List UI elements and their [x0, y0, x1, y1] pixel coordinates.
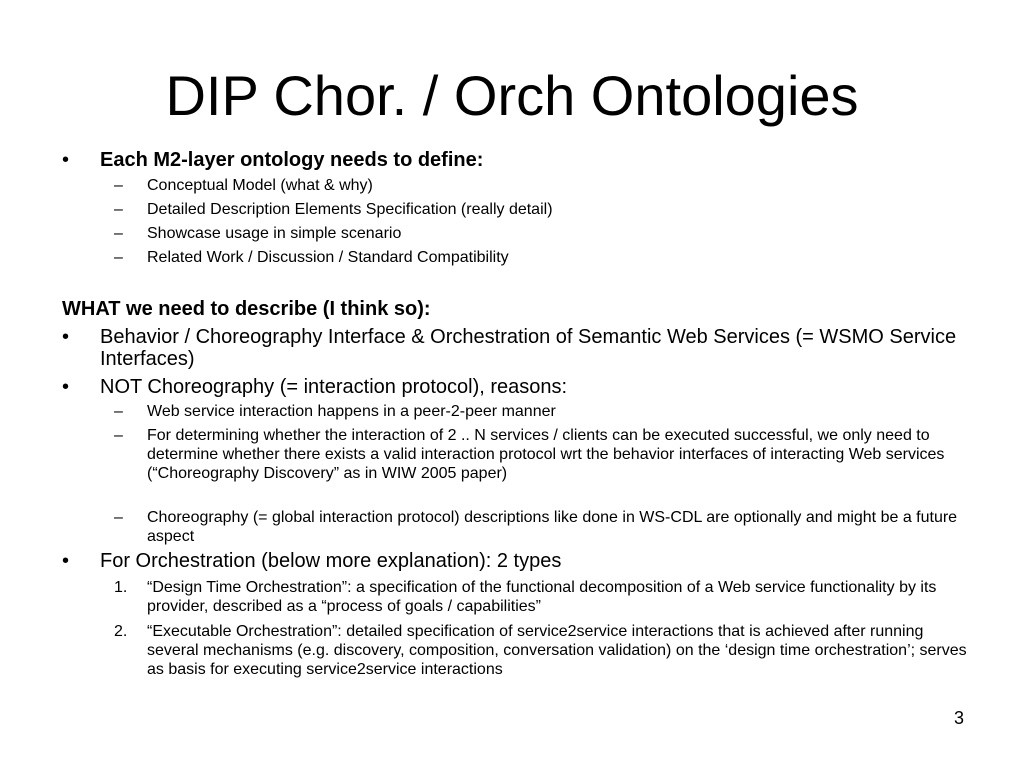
list-item: Detailed Description Elements Specification (really detail)	[147, 201, 553, 218]
list-item: “Executable Orchestration”: detailed specification of service2service interactions that is achieved after running several mechanisms (e.g. discovery, composition, conversation validation) on the ‘design time orchestration’; serves as basis for executing service2service interactions	[147, 623, 967, 678]
bullet-marker: •	[62, 550, 70, 572]
dash-marker: –	[114, 249, 123, 266]
dash-marker: –	[114, 225, 123, 242]
list-item: Web service interaction happens in a peer-2-peer manner	[147, 403, 556, 420]
list-item: For determining whether the interaction of 2 .. N services / clients can be executed successful, we only need to determine whether there exists a valid interaction protocol wrt the behavior interfaces of interacting Web services (“Choreography Discovery” as in WIW 2005 paper)	[147, 427, 945, 482]
bullet-marker: •	[62, 376, 70, 398]
bullet-marker: •	[62, 149, 70, 171]
number-marker: 1.	[114, 579, 128, 596]
dash-marker: –	[114, 201, 123, 218]
page-number: 3	[953, 708, 964, 728]
list-item: Conceptual Model (what & why)	[147, 177, 373, 194]
list-item: Choreography (= global interaction protocol) descriptions like done in WS-CDL are optionally and might be a future aspect	[147, 509, 958, 545]
bullet-not-choreography: NOT Choreography (= interaction protocol), reasons:	[100, 376, 568, 398]
dash-marker: –	[114, 177, 123, 194]
dash-marker: –	[114, 403, 123, 420]
list-item: Showcase usage in simple scenario	[147, 225, 402, 242]
list-item: “Design Time Orchestration”: a specification of the functional decomposition of a Web service functionality by its provider, described as a “process of goals / capabilities”	[147, 579, 937, 615]
section1-heading: Each M2-layer ontology needs to define:	[100, 149, 484, 171]
list-item: Related Work / Discussion / Standard Compatibility	[147, 249, 509, 266]
dash-marker: –	[114, 427, 123, 444]
slide-title: DIP Chor. / Orch Ontologies	[165, 64, 859, 127]
bullet-behavior: Behavior / Choreography Interface & Orchestration of Semantic Web Services (= WSMO Service Interfaces)	[100, 326, 957, 370]
number-marker: 2.	[114, 623, 128, 640]
section2-heading: WHAT we need to describe (I think so):	[62, 298, 431, 320]
dash-marker: –	[114, 509, 123, 526]
bullet-marker: •	[62, 326, 70, 348]
bullet-orchestration: For Orchestration (below more explanation): 2 types	[100, 550, 562, 572]
